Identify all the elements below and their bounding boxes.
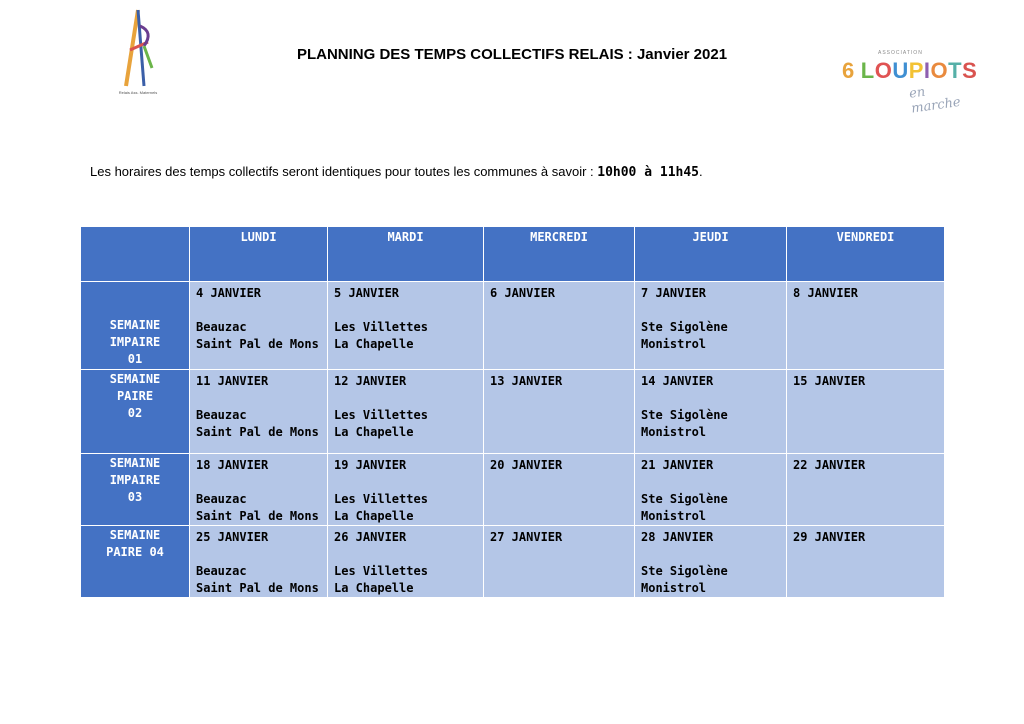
intro-text: Les horaires des temps collectifs seront identiques pour toutes les communes à savoir : xyxy=(90,164,598,179)
week-label-line: SEMAINE xyxy=(109,372,161,386)
commune-name: Ste Sigolène xyxy=(641,408,728,422)
day-cell xyxy=(190,526,328,598)
day-cell xyxy=(328,282,484,370)
cell-spacer xyxy=(196,390,321,407)
day-date: 8 JANVIER xyxy=(793,286,859,300)
day-date: 7 JANVIER xyxy=(641,286,707,300)
week-label-line: 01 xyxy=(127,352,143,366)
day-cell xyxy=(787,454,945,526)
loupiots-logo xyxy=(838,50,978,117)
cell-spacer xyxy=(641,546,780,563)
day-date: 26 JANVIER xyxy=(334,530,407,544)
commune-name: Beauzac xyxy=(196,408,247,422)
day-cell xyxy=(328,454,484,526)
day-date: 27 JANVIER xyxy=(490,530,563,544)
cell-spacer xyxy=(334,546,477,563)
cell-spacer xyxy=(641,302,780,319)
commune-name: Monistrol xyxy=(641,337,707,351)
cell-spacer xyxy=(196,474,321,491)
commune-name: Monistrol xyxy=(641,509,707,523)
intro-end: . xyxy=(699,164,703,179)
day-cell xyxy=(635,526,787,598)
commune-name: La Chapelle xyxy=(334,425,414,439)
week-label-cell xyxy=(81,370,190,454)
day-date: 21 JANVIER xyxy=(641,458,714,472)
day-date: 15 JANVIER xyxy=(793,374,866,388)
week-label-line: PAIRE xyxy=(116,389,154,403)
commune-name: Saint Pal de Mons xyxy=(196,581,319,595)
commune-name: Les Villettes xyxy=(334,408,428,422)
page-title: PLANNING DES TEMPS COLLECTIFS RELAIS : Janvier 2021 xyxy=(296,46,728,63)
loupiots-tagline: en marche xyxy=(908,84,962,117)
day-cell xyxy=(484,526,635,598)
day-cell xyxy=(635,454,787,526)
header-mercredi: MERCREDI xyxy=(484,227,635,282)
commune-name: La Chapelle xyxy=(334,509,414,523)
table-row xyxy=(81,370,945,454)
commune-name: Monistrol xyxy=(641,581,707,595)
day-date: 14 JANVIER xyxy=(641,374,714,388)
intro-paragraph xyxy=(90,164,703,180)
commune-name: Beauzac xyxy=(196,492,247,506)
day-cell xyxy=(635,282,787,370)
brand-letter: L xyxy=(860,58,875,83)
day-date: 6 JANVIER xyxy=(490,286,556,300)
day-date: 25 JANVIER xyxy=(196,530,269,544)
header-mardi: MARDI xyxy=(328,227,484,282)
cell-spacer xyxy=(641,390,780,407)
planning-table xyxy=(80,226,945,598)
day-cell xyxy=(328,370,484,454)
day-date: 28 JANVIER xyxy=(641,530,714,544)
commune-name: Ste Sigolène xyxy=(641,320,728,334)
commune-name: Saint Pal de Mons xyxy=(196,425,319,439)
commune-name: Ste Sigolène xyxy=(641,564,728,578)
week-label-line: IMPAIRE xyxy=(109,473,161,487)
day-cell xyxy=(190,454,328,526)
week-label-line: IMPAIRE xyxy=(109,335,161,349)
day-date: 13 JANVIER xyxy=(490,374,563,388)
header-jeudi: JEUDI xyxy=(635,227,787,282)
table-row xyxy=(81,282,945,370)
day-date: 4 JANVIER xyxy=(196,286,262,300)
brand-letter: I xyxy=(923,58,931,83)
week-label-line: 03 xyxy=(127,490,143,504)
day-cell xyxy=(484,454,635,526)
commune-name: La Chapelle xyxy=(334,337,414,351)
day-cell xyxy=(787,370,945,454)
ram-logo-caption: Relais Ass. Maternels xyxy=(118,90,158,95)
week-label-line: SEMAINE xyxy=(109,318,161,332)
cell-spacer xyxy=(641,474,780,491)
commune-name: La Chapelle xyxy=(334,581,414,595)
brand-letter: O xyxy=(930,58,949,83)
commune-name: Ste Sigolène xyxy=(641,492,728,506)
week-label-line: 02 xyxy=(127,406,143,420)
commune-name: Monistrol xyxy=(641,425,707,439)
intro-hours: 10h00 à 11h45 xyxy=(597,165,699,180)
commune-name: Beauzac xyxy=(196,564,247,578)
header-vendredi: VENDREDI xyxy=(787,227,945,282)
table-row xyxy=(81,526,945,598)
week-label-cell xyxy=(81,282,190,370)
commune-name: Les Villettes xyxy=(334,492,428,506)
day-date: 11 JANVIER xyxy=(196,374,269,388)
commune-name: Beauzac xyxy=(196,320,247,334)
day-date: 5 JANVIER xyxy=(334,286,400,300)
day-cell xyxy=(787,526,945,598)
commune-name: Saint Pal de Mons xyxy=(196,337,319,351)
table-row xyxy=(81,454,945,526)
day-date: 18 JANVIER xyxy=(196,458,269,472)
day-date: 29 JANVIER xyxy=(793,530,866,544)
day-cell xyxy=(787,282,945,370)
commune-name: Les Villettes xyxy=(334,320,428,334)
cell-spacer xyxy=(334,474,477,491)
day-cell xyxy=(190,370,328,454)
brand-letter: T xyxy=(948,58,963,83)
brand-letter: O xyxy=(874,58,893,83)
day-date: 19 JANVIER xyxy=(334,458,407,472)
brand-letter: P xyxy=(908,58,924,83)
commune-name: Saint Pal de Mons xyxy=(196,509,319,523)
cell-spacer xyxy=(196,546,321,563)
association-label: ASSOCIATION xyxy=(878,50,923,56)
table-header-row xyxy=(81,227,945,282)
day-date: 20 JANVIER xyxy=(490,458,563,472)
day-cell xyxy=(635,370,787,454)
brand-letter: S xyxy=(962,58,978,83)
cell-spacer xyxy=(196,302,321,319)
week-label-cell xyxy=(81,526,190,598)
header-corner xyxy=(81,227,190,282)
day-cell xyxy=(190,282,328,370)
cell-spacer xyxy=(334,390,477,407)
week-label-cell xyxy=(81,454,190,526)
brand-letter: 6 xyxy=(842,58,855,83)
week-label-line: PAIRE 04 xyxy=(106,545,164,559)
cell-spacer xyxy=(334,302,477,319)
week-label-line xyxy=(82,300,188,317)
commune-name: Les Villettes xyxy=(334,564,428,578)
day-cell xyxy=(484,370,635,454)
header-lundi: LUNDI xyxy=(190,227,328,282)
day-date: 12 JANVIER xyxy=(334,374,407,388)
brand-letter: U xyxy=(892,58,909,83)
week-label-line: SEMAINE xyxy=(109,456,161,470)
day-date: 22 JANVIER xyxy=(793,458,866,472)
week-label-line xyxy=(82,283,188,300)
week-label-line: SEMAINE xyxy=(109,528,161,542)
day-cell xyxy=(328,526,484,598)
day-cell xyxy=(484,282,635,370)
